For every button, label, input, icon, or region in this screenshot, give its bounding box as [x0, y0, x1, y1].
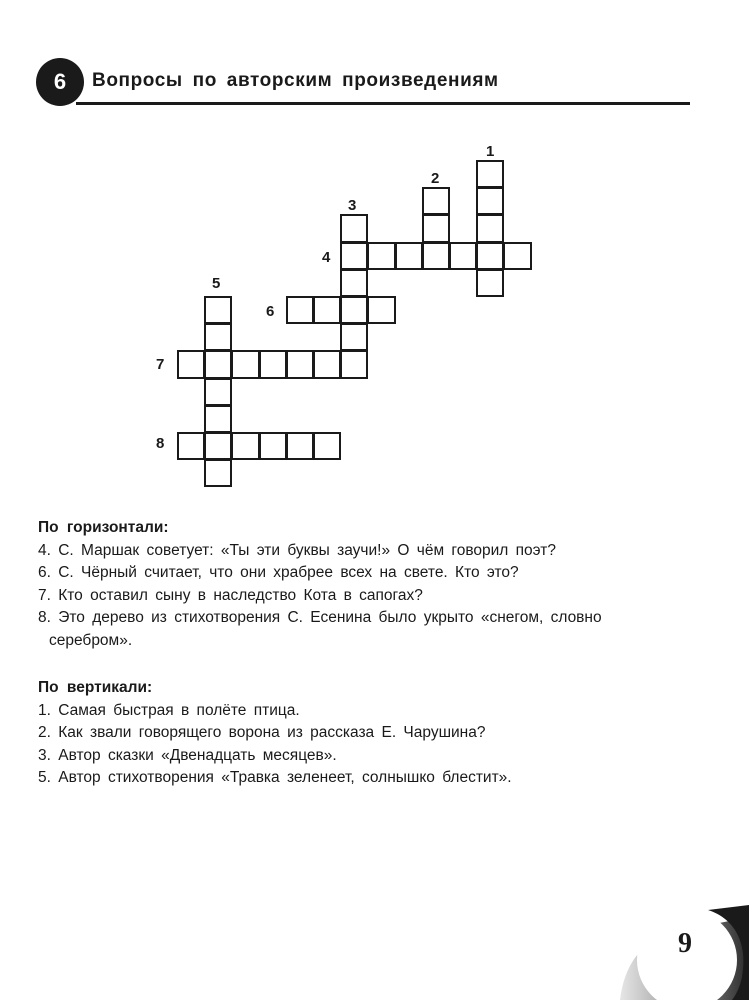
crossword-cell[interactable]: [503, 242, 531, 270]
crossword-cell[interactable]: [259, 432, 287, 460]
crossword-cell[interactable]: [367, 296, 395, 324]
across-clue-8-line1: 8. Это дерево из стихотворения С. Есенина было укрыто «снегом, словно: [38, 609, 602, 626]
crossword-cell[interactable]: [340, 296, 368, 324]
clue-number-8: 8: [156, 435, 165, 452]
crossword-cell[interactable]: [476, 242, 504, 270]
crossword-cell[interactable]: [177, 350, 205, 378]
crossword-cell[interactable]: [204, 459, 232, 487]
crossword-cell[interactable]: [204, 405, 232, 433]
crossword-cell[interactable]: [476, 214, 504, 242]
crossword-cell[interactable]: [286, 350, 314, 378]
crossword-cell[interactable]: [259, 350, 287, 378]
crossword-cell[interactable]: [340, 242, 368, 270]
crossword-cell[interactable]: [204, 378, 232, 406]
clue-number-3: 3: [348, 197, 357, 214]
crossword-cell[interactable]: [177, 432, 205, 460]
crossword-cell[interactable]: [476, 160, 504, 188]
across-clue-7: 7. Кто оставил сыну в наследство Кота в сапогах?: [38, 586, 423, 604]
crossword-cell[interactable]: [422, 242, 450, 270]
crossword-cell[interactable]: [204, 350, 232, 378]
clue-number-4: 4: [322, 249, 331, 266]
clue-number-5: 5: [212, 275, 221, 292]
crossword-cell[interactable]: [340, 323, 368, 351]
crossword-cell[interactable]: [340, 350, 368, 378]
down-clue-5: 5. Автор стихотворения «Травка зеленеет, солнышко блестит».: [38, 769, 512, 786]
clues-section: [38, 517, 698, 790]
crossword-cell[interactable]: [286, 296, 314, 324]
crossword-cell[interactable]: [313, 350, 341, 378]
clue-number-1: 1: [486, 143, 495, 160]
crossword-cell[interactable]: [449, 242, 477, 270]
crossword-cell[interactable]: [367, 242, 395, 270]
crossword-cell[interactable]: [395, 242, 423, 270]
clue-number-2: 2: [431, 170, 440, 187]
across-clue-8: [38, 607, 698, 652]
down-clue-2: 2. Как звали говорящего ворона из рассказа Е. Чарушина?: [38, 724, 486, 741]
down-clue-3: 3. Автор сказки «Двенадцать месяцев».: [38, 746, 337, 764]
crossword-cell[interactable]: [340, 214, 368, 242]
crossword-cell[interactable]: [340, 269, 368, 297]
down-clue-1: 1. Самая быстрая в полёте птица.: [38, 701, 300, 719]
crossword-cell[interactable]: [204, 296, 232, 324]
crossword-cell[interactable]: [422, 187, 450, 215]
crossword-cell[interactable]: [476, 269, 504, 297]
crossword-cell[interactable]: [286, 432, 314, 460]
crossword-cell[interactable]: [204, 323, 232, 351]
crossword-cell[interactable]: [422, 214, 450, 242]
crossword-cell[interactable]: [204, 432, 232, 460]
page-number: 9: [678, 928, 692, 959]
across-clue-8-line2: серебром».: [49, 631, 133, 649]
clue-number-6: 6: [266, 303, 275, 320]
crossword-cell[interactable]: [313, 432, 341, 460]
crossword-cell[interactable]: [231, 350, 259, 378]
crossword-cell[interactable]: [313, 296, 341, 324]
clue-number-7: 7: [156, 356, 165, 373]
crossword-cell[interactable]: [231, 432, 259, 460]
section-title: Вопросы по авторским произведениям: [92, 70, 499, 91]
across-heading: По горизонтали:: [38, 519, 169, 536]
across-clue-6: 6. С. Чёрный считает, что они храбрее всех на свете. Кто это?: [38, 564, 519, 581]
down-heading: По вертикали:: [38, 679, 153, 696]
across-clue-4: 4. С. Маршак советует: «Ты эти буквы заучи!» О чём говорил поэт?: [38, 541, 556, 559]
section-number-badge: 6: [36, 58, 84, 106]
crossword-cell[interactable]: [476, 187, 504, 215]
